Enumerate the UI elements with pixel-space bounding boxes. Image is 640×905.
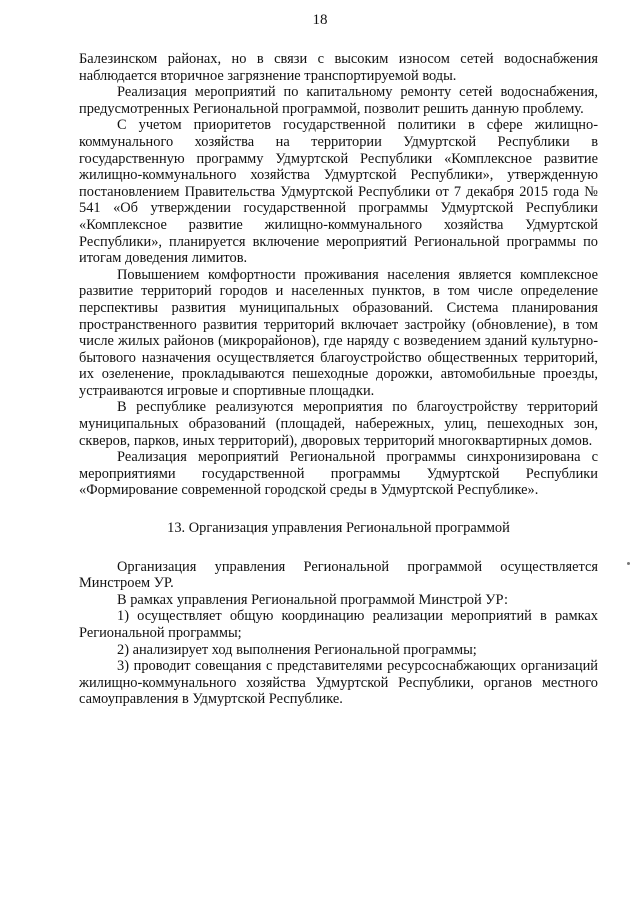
paragraph-management-organization: Организация управления Региональной программой осуществляется Минстроем УР. bbox=[79, 558, 598, 592]
page-number: 18 bbox=[312, 12, 328, 28]
paragraph-program-synchronization: Реализация мероприятий Региональной программы синхронизирована с мероприятиями государственной программы Удмуртской Республики «Формирование современной городской среды в Удмуртской Республике». bbox=[79, 449, 598, 499]
list-item-3: 3) проводит совещания с представителями ресурсоснабжающих организаций жилищно-коммунального хозяйства Удмуртской Республики, органов местного самоуправления в Удмуртской Республике. bbox=[79, 658, 598, 708]
paragraph-territory-development: Повышением комфортности проживания населения является комплексное развитие территорий городов и населенных пунктов, в том числе определение перспективы развития муниципальных образований. Система планирования пространственного развития территорий включает застройку (обновление), в том числе жилых районов (микрорайонов), где наряду с возведением зданий культурно-бытового назначения осуществляется благоустройство общественных территорий, их озеленение, прокладываются пешеходные дорожки, автомобильные проезды, устраиваются игровые и спортивные площадки. bbox=[79, 266, 598, 399]
paragraph-improvement-activities: В республике реализуются мероприятия по благоустройству территорий муниципальных образований (площадей, набережных, улиц, пешеходных зон, скверов, парков, иных территорий), дворовых территорий многоквартирных домов. bbox=[79, 399, 598, 449]
list-item-1: 1) осуществляет общую координацию реализации мероприятий в рамках Региональной программы; bbox=[79, 608, 598, 641]
section-heading: 13. Организация управления Региональной программой bbox=[167, 520, 510, 537]
paragraph-state-program: С учетом приоритетов государственной политики в сфере жилищно-коммунального хозяйства на территории Удмуртской Республики в государственную программу Удмуртской Республики «Комплексное развитие жилищно-коммунального хозяйства Удмуртской Республики», утвержденную постановлением Правительства Удмуртской Республики от 7 декабря 2015 года № 541 «Об утверждении государственной программы Удмуртской Республики «Комплексное развитие жилищно-коммунального хозяйства Удмуртской Республики», планируется включение мероприятий Региональной программы по итогам доведения лимитов. bbox=[79, 117, 598, 267]
paragraph-management-intro: В рамках управления Региональной программой Минстрой УР: bbox=[117, 591, 509, 608]
paragraph-continuation: Балезинском районах, но в связи с высоким износом сетей водоснабжения наблюдается вторичное загрязнение транспортируемой воды. bbox=[79, 51, 598, 84]
paragraph-water-network-repair: Реализация мероприятий по капитальному ремонту сетей водоснабжения, предусмотренных Региональной программой, позволит решить данную проблему. bbox=[79, 84, 598, 117]
document-body bbox=[79, 51, 598, 708]
scan-speck bbox=[627, 562, 630, 565]
list-item-2: 2) анализирует ход выполнения Региональной программы; bbox=[117, 641, 477, 658]
